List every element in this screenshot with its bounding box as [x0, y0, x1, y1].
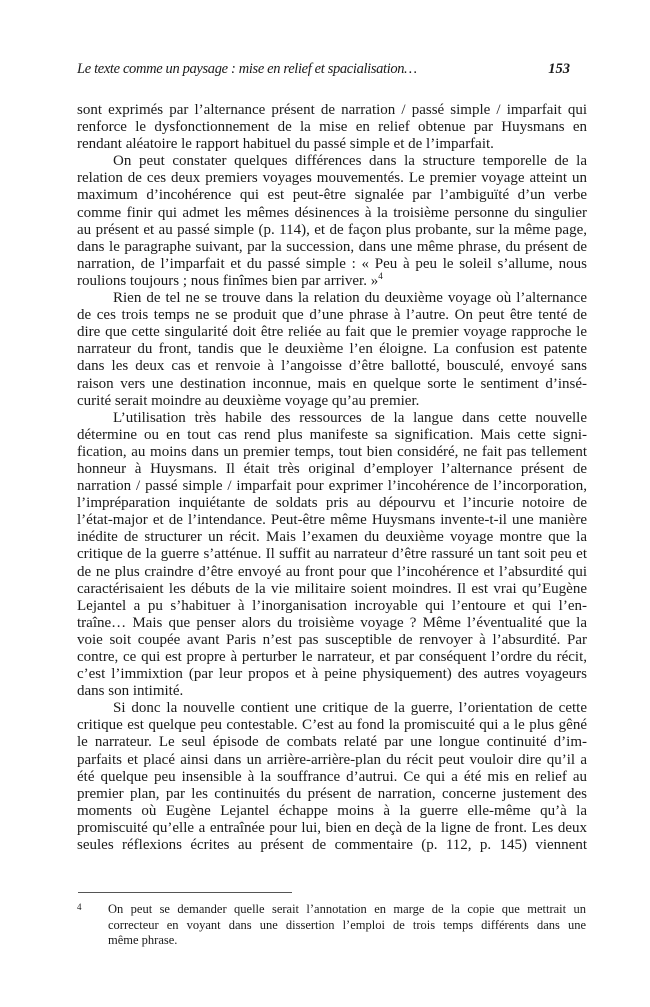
text-line: critique de la guerre s’atténue. Il suffit au narrateur d’être rassuré un tant soit peu et: [77, 546, 587, 563]
text-line: caractérisaient les débuts de la vie militaire soient moindres. Il est vrai qu’Eugène: [77, 580, 587, 597]
text-line: relation de ces deux premiers voyages mouvementés. Le premier voyage atteint un: [77, 170, 587, 187]
text-line: détermine ou en tout cas rend plus manifeste sa signification. Mais cette signi-: [77, 426, 587, 443]
text-line: de ne plus craindre d’être envoyé au front pour que l’incohérence et l’absurdité qui: [77, 563, 587, 580]
text-line: traîne… Mais que penser alors du troisième voyage ? Même l’éventualité que la: [77, 614, 587, 631]
footnote-line: même phrase.: [108, 933, 178, 948]
text-line: On peut constater quelques différences dans la structure temporelle de la: [113, 153, 587, 170]
text-line: inédite de structurer un récit. Mais l’examen du deuxième voyage montre que la: [77, 529, 587, 546]
page-number: 153: [548, 61, 570, 77]
text-line: maximum d’incohérence qui est peut-être signalée par l’ambiguïté d’un verbe: [77, 187, 587, 204]
text-line-content: roulions toujours ; nous finîmes bien par arriver. »: [77, 272, 379, 289]
running-head-title: Le texte comme un paysage : mise en relief et spacialisation…: [77, 61, 417, 77]
text-line: [77, 270, 587, 290]
text-line: c’est l’immixtion (par leur propos et à peine physiquement) des autres voyageurs: [77, 666, 587, 683]
text-line: été quelque peu insensible à la souffrance d’autrui. Ce qui a été mis en relief au: [77, 768, 587, 785]
text-line: narration / passé simple / imparfait pour exprimer l’incohérence de l’incorporation,: [77, 478, 587, 495]
footnote-number: 4: [77, 902, 82, 912]
text-line: critique est quelque peu contestable. C’est au fond la promiscuité qui a le plus gêné: [77, 717, 587, 734]
body-text: [77, 102, 587, 854]
text-line: le narrateur. Le seul épisode de combats relaté par une longue continuité d’im-: [77, 734, 587, 751]
text-line: Lejantel a pu s’habituer à l’inorganisation incroyable qui l’entoure et qui l’en-: [77, 597, 587, 614]
text-line: L’utilisation très habile des ressources de la langue dans cette nouvelle: [113, 409, 587, 426]
text-line: raison vers une destination inconnue, mais en quelque sorte le sentiment d’insé-: [77, 375, 587, 392]
text-line: de ces trois temps ne se produit que d’une phrase à l’autre. On peut être tenté de: [77, 307, 587, 324]
paragraph: [77, 290, 587, 410]
footnote-separator: [78, 892, 292, 893]
text-line: seules réflexions écrites au présent de commentaire (p. 112, p. 145) viennent: [77, 837, 587, 854]
text-line: l’impréparation inquiétante de soldats pris au dépourvu et l’incurie notoire de: [77, 495, 587, 512]
text-line: narration, de l’imparfait et du passé simple : « Peu à peu le soleil s’allume, nous: [77, 255, 587, 272]
paragraph: [77, 700, 587, 854]
text-line: honneur à Huysmans. Il était très original d’employer l’alternance présent de: [77, 460, 587, 477]
text-line: dans les deux cas et renvoie à l’angoisse d’être ballotté, bousculé, envoyé sans: [77, 358, 587, 375]
text-line: renforce le dysfonctionnement de la mise en relief obtenue par Huysmans en: [77, 119, 587, 136]
text-line: comme finir qui admet les mêmes désinences à la troisième personne du singulier: [77, 204, 587, 221]
footnote-text: [108, 902, 586, 949]
footnote-line: On peut se demander quelle serait l’annotation en marge de la copie que mettrait un: [108, 902, 586, 916]
running-head: [77, 61, 570, 79]
text-line: fication, au moins dans un premier temps, tout bien considéré, ne fait pas tellement: [77, 443, 587, 460]
text-line: sont exprimés par l’alternance présent de narration / passé simple / imparfait qui: [77, 102, 587, 118]
text-line: curité serait moindre au deuxième voyage qu’au premier.: [77, 392, 420, 409]
paragraph: [77, 102, 587, 153]
text-line: promiscuité qu’elle a entraînée pour lui, bien en deçà de la ligne de front. Les deux: [77, 819, 587, 836]
text-line: Rien de tel ne se trouve dans la relation du deuxième voyage où l’alternance: [113, 290, 587, 307]
text-line: premier plan, par les continuités du présent de narration, concerne justement des: [77, 785, 587, 802]
text-line: moments où Eugène Lejantel échappe moins à la guerre elle-même qu’à la: [77, 802, 587, 819]
text-line: rendant aléatoire le rapport habituel du passé simple et de l’imparfait.: [77, 136, 494, 153]
text-line: Si donc la nouvelle contient une critique de la guerre, l’orientation de cette: [113, 700, 587, 717]
text-line: dans son intimité.: [77, 683, 184, 700]
text-line: l’état-major et de l’intendance. Peut-être même Huysmans invente-t-il une manière: [77, 512, 587, 529]
text-line: au présent et au passé simple (p. 114), et de façon plus probante, sur la même page,: [77, 221, 587, 238]
paragraph: [77, 410, 587, 701]
text-line: voie soit coupée avant Paris n’est pas susceptible de renvoyer à l’absurdité. Par: [77, 631, 587, 648]
footnote-line: correcteur en voyant dans une dissertion l’emploi de trois temps différents dans une: [108, 917, 586, 932]
text-line: dans le paragraphe suivant, par la succession, dans une même phrase, du présent de: [77, 238, 587, 255]
text-line: narrateur du front, tandis que le deuxième l’en éloigne. La confusion est patente: [77, 341, 587, 358]
paragraph: [77, 153, 587, 290]
text-line: contre, ce qui est propre à perturber le narrateur, et par conséquent l’ordre du récit,: [77, 649, 587, 665]
text-line: parfaits et placé ainsi dans un arrière-arrière-plan du récit peut vouloir dire qu’il a: [77, 751, 587, 768]
footnote-reference[interactable]: 4: [378, 270, 383, 281]
text-line: dire que cette singularité doit être reliée au fait que le premier voyage rapproche le: [77, 324, 587, 341]
